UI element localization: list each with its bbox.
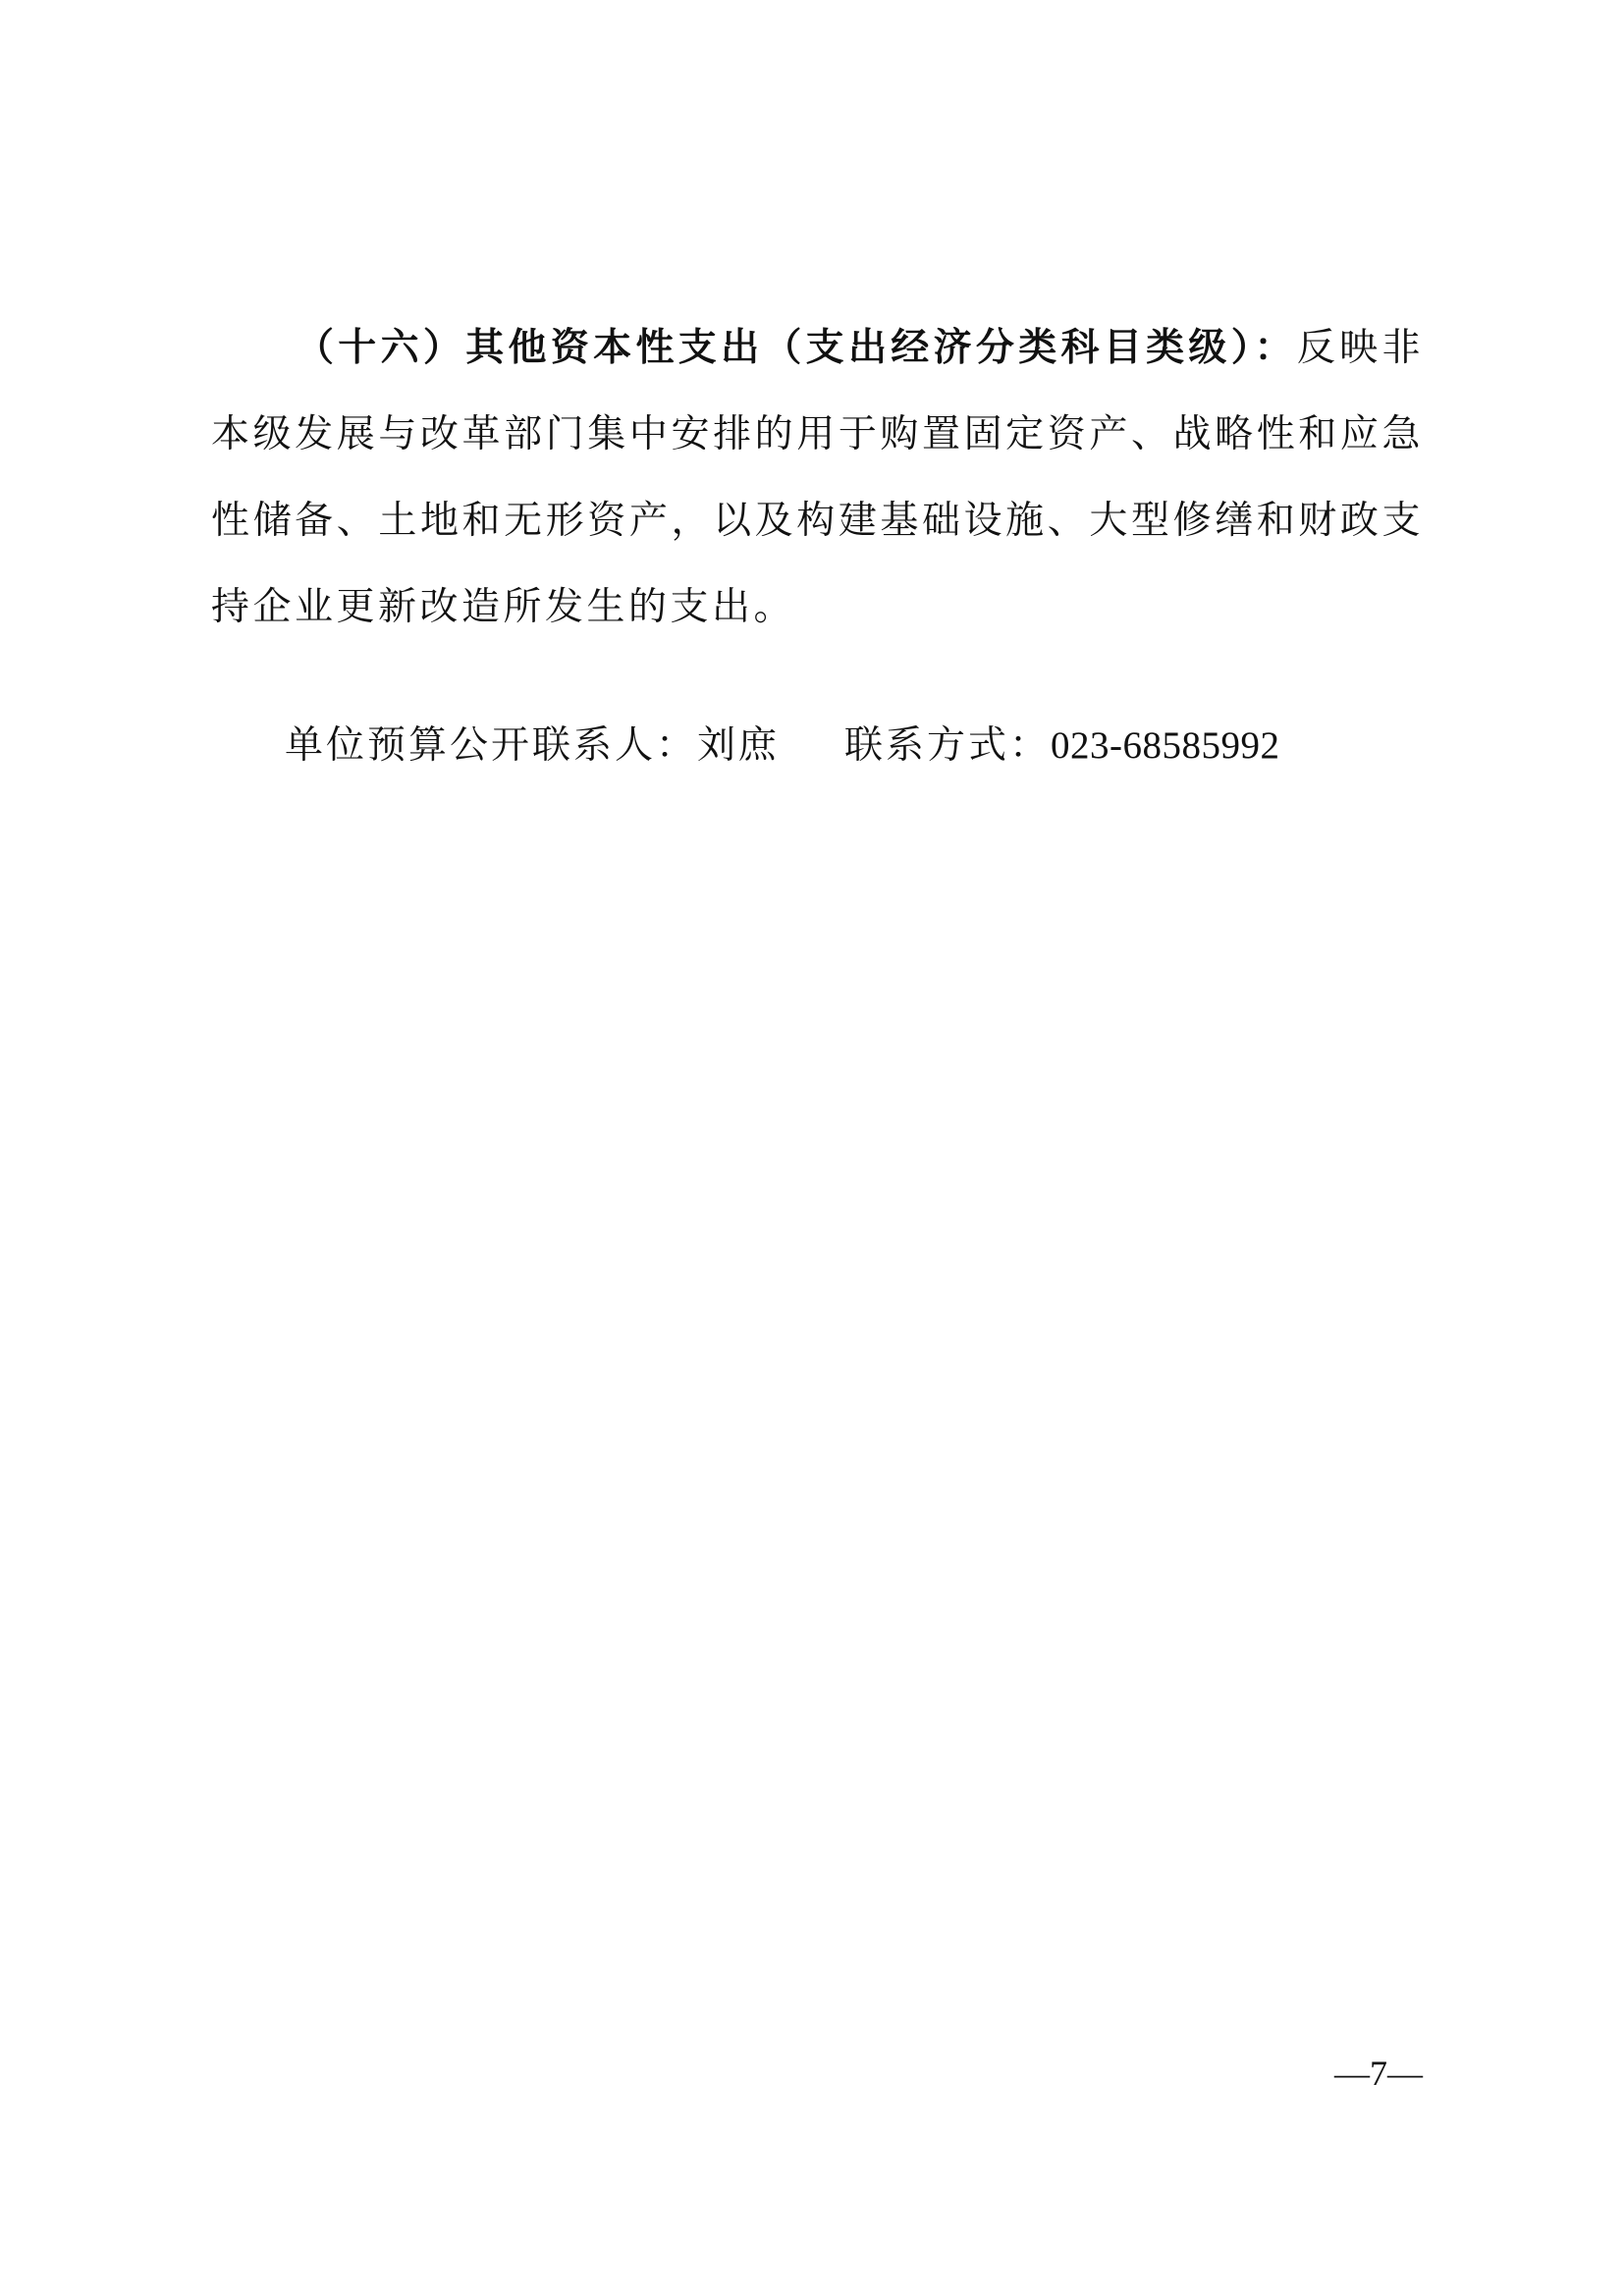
section-heading: （十六）其他资本性支出（支出经济分类科目类级）： [296, 325, 1297, 370]
contact-person-name: 刘庶 [697, 723, 781, 768]
contact-person-label: 单位预算公开联系人： [285, 723, 698, 768]
expenditure-definition-paragraph [211, 304, 1424, 651]
contact-phone-label: 联系方式： [844, 723, 1052, 768]
budget-contact-line [285, 719, 1424, 774]
section-body-text: 反映非本级发展与改革部门集中安排的用于购置固定资产、战略性和应急性储备、土地和无形资产，以及构建基础设施、大型修缮和财政支持企业更新改造所发生的支出。 [211, 326, 1424, 629]
contact-phone-number: 023-68585992 [1051, 724, 1280, 767]
page-number: —7— [1334, 2054, 1423, 2093]
